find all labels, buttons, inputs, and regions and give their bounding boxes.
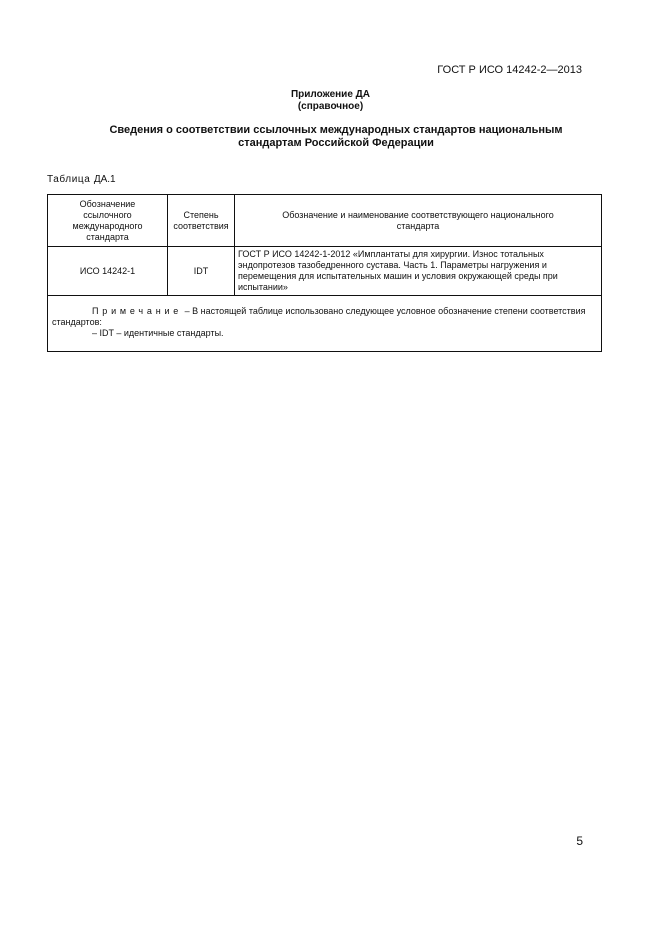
appendix-heading-line-2: стандартам Российской Федерации	[238, 137, 434, 149]
page-number: 5	[576, 834, 583, 848]
table-row	[48, 247, 602, 296]
appendix-subtitle: (справочное)	[297, 101, 364, 112]
table-header-row	[48, 195, 602, 247]
header-text-line: Обозначение и наименование соответствующего национального	[282, 209, 554, 220]
header-text-line: соответствия	[173, 220, 229, 231]
header-text-line: Степень	[183, 209, 219, 220]
note-text: – В настоящей таблице использовано следующее условное обозначение степени соответствия стандартов:	[52, 306, 586, 327]
table-note	[48, 296, 602, 352]
table-label-number: ДА.1	[93, 174, 116, 185]
correspondence-table	[47, 194, 602, 352]
header-text-line: стандарта	[396, 220, 440, 231]
note-paragraph	[52, 306, 597, 328]
cell-reference-standard: ИСО 14242-1	[48, 247, 168, 296]
cell-national-standard: ГОСТ Р ИСО 14242-1-2012 «Имплантаты для хирургии. Износ тотальных эндопротезов тазобедренного сустава. Часть 1. Параметры нагружения и перемещения для испытательных машин и условия окружающей среды при испытании»	[235, 247, 602, 296]
header-text-line: стандарта	[86, 231, 129, 242]
header-cell-degree	[168, 195, 235, 247]
note-label: Примечание	[92, 306, 183, 316]
header-cell-reference-standard	[48, 195, 168, 247]
table-label	[47, 174, 116, 185]
header-text-line: ссылочного	[83, 209, 132, 220]
header-text-line: международного	[72, 220, 143, 231]
cell-degree: IDT	[168, 247, 235, 296]
header-cell-national-standard	[235, 195, 602, 247]
appendix-heading-line-1: Сведения о соответствии ссылочных международных стандартов национальным	[109, 124, 563, 136]
note-item: – IDT – идентичные стандарты.	[92, 328, 224, 338]
header-text-line: Обозначение	[79, 198, 136, 209]
table-note-row	[48, 296, 602, 352]
appendix-heading	[96, 124, 576, 150]
appendix-title: Приложение ДА	[290, 89, 371, 100]
table-label-prefix: Таблица	[47, 174, 91, 185]
standard-designation: ГОСТ Р ИСО 14242-2—2013	[437, 64, 582, 76]
